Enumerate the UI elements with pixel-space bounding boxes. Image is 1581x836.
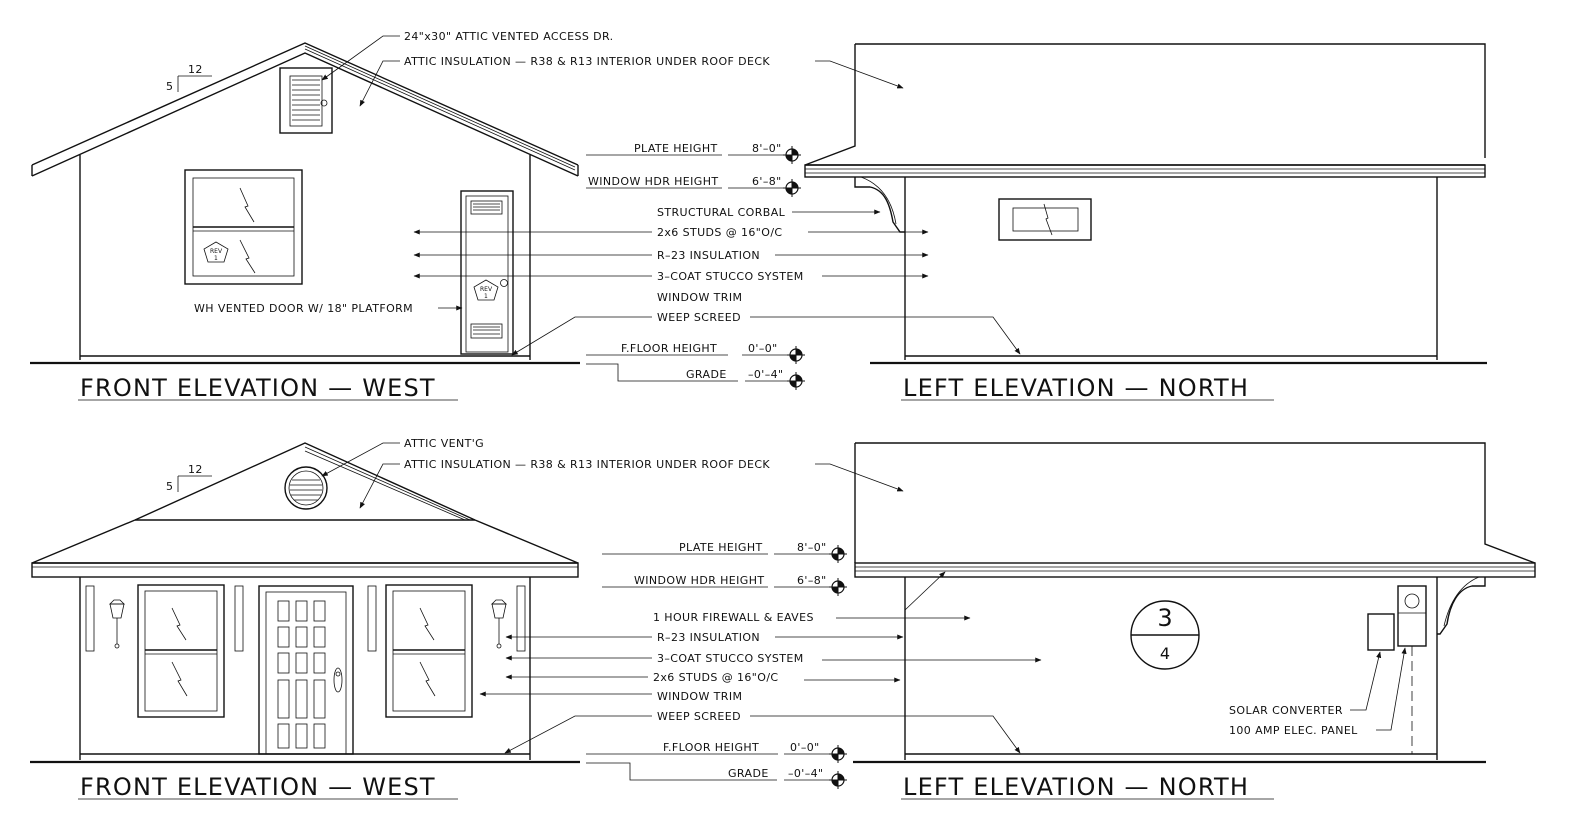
note-solar-converter: SOLAR CONVERTER [1229, 704, 1343, 717]
note-ffloor: F.FLOOR HEIGHT [621, 342, 718, 355]
note-grade: GRADE [728, 767, 769, 780]
roof-outline [855, 44, 1485, 158]
revision-tag-window [204, 242, 228, 262]
note-plate-height: PLATE HEIGHT [679, 541, 763, 554]
value-ffloor: 0'–0" [748, 342, 778, 355]
note-weep-screed: WEEP SCREED [657, 710, 741, 723]
note-stucco: 3–COAT STUCCO SYSTEM [657, 652, 804, 665]
note-ffloor: F.FLOOR HEIGHT [663, 741, 760, 754]
note-weep-screed: WEEP SCREED [657, 311, 741, 324]
note-window-trim: WINDOW TRIM [657, 690, 743, 703]
pitch-rise: 5 [166, 480, 174, 493]
wall-lamp-left [110, 600, 124, 648]
rev-num: 1 [484, 293, 488, 300]
note-attic-insulation: ATTIC INSULATION — R38 & R13 INTERIOR UNDER ROOF DECK [404, 55, 771, 68]
note-plate-height: PLATE HEIGHT [634, 142, 718, 155]
bottom-front-title: FRONT ELEVATION — WEST [80, 773, 436, 801]
structural-corbal [855, 177, 905, 232]
value-grade: –0'–4" [748, 368, 784, 381]
top-left-elevation [805, 44, 1487, 402]
sheet-total: 4 [1159, 644, 1171, 663]
side-window [999, 199, 1091, 240]
electrical-panel [1398, 586, 1426, 754]
value-plate-height: 8'–0" [752, 142, 782, 155]
note-wh-door: WH VENTED DOOR W/ 18" PLATFORM [194, 302, 414, 315]
bottom-callouts [322, 437, 1405, 789]
revision-tag-door [474, 280, 498, 300]
wall-lamp-right [492, 600, 506, 648]
note-attic-insulation: ATTIC INSULATION — R38 & R13 INTERIOR UNDER ROOF DECK [404, 458, 771, 471]
value-ffloor: 0'–0" [790, 741, 820, 754]
note-studs: 2x6 STUDS @ 16"O/C [653, 671, 779, 684]
note-access-door: 24"x30" ATTIC VENTED ACCESS DR. [404, 30, 614, 43]
note-r23: R–23 INSULATION [657, 249, 761, 262]
bottom-left-title: LEFT ELEVATION — NORTH [903, 773, 1250, 801]
value-window-hdr: 6'–8" [797, 574, 827, 587]
value-plate-height: 8'–0" [797, 541, 827, 554]
top-left-title: LEFT ELEVATION — NORTH [903, 374, 1250, 402]
note-r23: R–23 INSULATION [657, 631, 761, 644]
fascia [805, 165, 1485, 177]
bottom-left-elevation [853, 443, 1535, 801]
value-grade: –0'–4" [788, 767, 824, 780]
front-door [259, 586, 353, 754]
note-corbal: STRUCTURAL CORBAL [657, 206, 786, 219]
note-grade: GRADE [686, 368, 727, 381]
note-window-hdr: WINDOW HDR HEIGHT [588, 175, 719, 188]
water-heater-door [461, 191, 513, 354]
top-front-elevation [30, 43, 580, 402]
front-window-left [138, 585, 224, 717]
sheet-number: 3 [1157, 604, 1173, 632]
top-front-title: FRONT ELEVATION — WEST [80, 374, 436, 402]
pitch-run: 12 [188, 463, 203, 476]
value-window-hdr: 6'–8" [752, 175, 782, 188]
note-window-trim: WINDOW TRIM [657, 291, 743, 304]
note-elec-panel: 100 AMP ELEC. PANEL [1229, 724, 1358, 737]
pitch-run: 12 [188, 63, 203, 76]
bottom-front-elevation [30, 443, 580, 801]
front-window-right [386, 585, 472, 717]
solar-converter-box [1368, 614, 1394, 650]
rev-word: REV [210, 248, 223, 255]
front-window [185, 170, 302, 284]
attic-vent-round [285, 467, 327, 509]
note-stucco: 3–COAT STUCCO SYSTEM [657, 270, 804, 283]
attic-access-door [280, 68, 332, 133]
pitch-rise: 5 [166, 80, 174, 93]
top-callouts [194, 30, 1020, 390]
rev-word: REV [480, 286, 493, 293]
note-firewall: 1 HOUR FIREWALL & EAVES [653, 611, 814, 624]
sheet-number-marker [1131, 601, 1199, 669]
roof-pitch-symbol [166, 63, 212, 93]
rev-num: 1 [214, 255, 218, 262]
note-window-hdr: WINDOW HDR HEIGHT [634, 574, 765, 587]
note-studs: 2x6 STUDS @ 16"O/C [657, 226, 783, 239]
note-attic-vent: ATTIC VENT'G [404, 437, 485, 450]
